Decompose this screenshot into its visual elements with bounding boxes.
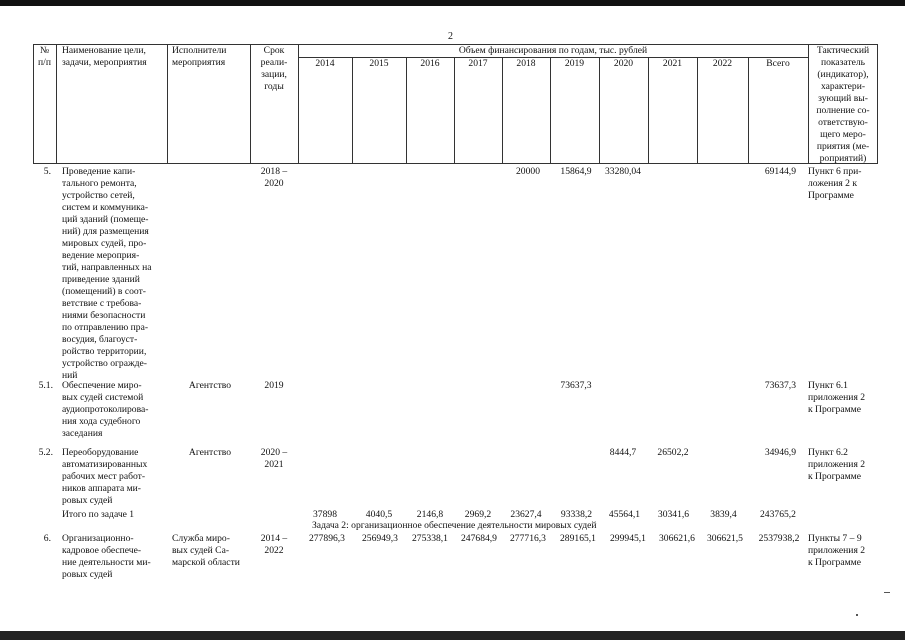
header-year: 2019: [564, 58, 585, 69]
header-num: № п/п: [38, 45, 51, 68]
row-executor: Служба миро- вых судей Са- марской области: [172, 533, 240, 568]
row-value: 247684,9: [461, 533, 497, 544]
scan-speck: [856, 614, 858, 616]
row-value: 275338,1: [412, 533, 448, 544]
row-total: 2537938,2: [758, 533, 800, 544]
row-value: 289165,1: [560, 533, 596, 544]
row-value: 306621,5: [707, 533, 743, 544]
header-executors: Исполнители мероприятия: [172, 45, 227, 68]
row-term: 2018 – 2020: [260, 166, 288, 189]
row-value: 306621,6: [659, 533, 695, 544]
row-name: Переоборудование автоматизированных рабочих мест работ- ников аппарата ми- ровых судей: [62, 447, 148, 506]
header-year: 2022: [712, 58, 733, 69]
row-indicator: Пункт 6 при- ложения 2 к Программе: [808, 166, 862, 201]
row-term: 2014 – 2022: [260, 533, 288, 556]
row-executor: Агентство: [188, 447, 232, 458]
row-num: 5.1.: [38, 380, 53, 391]
row-num: 6.: [43, 533, 51, 544]
row-executor: Агентство: [188, 380, 232, 391]
task-heading: Задача 2: организационное обеспечение деятельности мировых судей: [312, 520, 597, 531]
page-top-border: [0, 0, 905, 6]
subtotal-value: 30341,6: [657, 509, 690, 520]
row-indicator: Пункты 7 – 9 приложения 2 к Программе: [808, 533, 866, 568]
header-name: Наименование цели, задачи, мероприятия: [62, 45, 147, 68]
header-year: 2018: [516, 58, 536, 69]
row-value-2019: 73637,3: [560, 380, 592, 391]
row-total: 69144,9: [764, 166, 796, 177]
subtotal-value: 37898: [313, 509, 337, 520]
row-value: 277716,3: [510, 533, 546, 544]
row-value-2020: 8444,7: [609, 447, 637, 458]
subtotal-value: 4040,5: [365, 509, 393, 520]
subtotal-value: 2969,2: [464, 509, 492, 520]
subtotal-label: Итого по задаче 1: [62, 509, 135, 520]
row-name: Обеспечение миро- вых судей системой аудиопротоколирова- ния хода судебного заседания: [62, 380, 149, 439]
row-name: Проведение капи- тального ремонта, устройство сетей, систем и коммуника- ций зданий (помеще- ний) для размещения мировых судей, про- ведение мероприя- тий, направленных на приведение зданий (помещений) в соот- ветствие с требова- ниями безопасности по отправлению пра- восудия, благоуст- ройство территории, устройство огражде- ний: [62, 166, 152, 381]
header-indicator: Тактический показатель (индикатор), характери- зующий вы- полнение со- ответствую- щего меро- приятия (ме- роприятий): [816, 45, 870, 164]
page-bottom-border: [0, 631, 905, 640]
header-funding: Объем финансирования по годам, тыс. рублей: [458, 45, 648, 56]
row-value-2021: 26502,2: [657, 447, 689, 458]
row-term: 2019: [264, 380, 284, 391]
row-indicator: Пункт 6.1 приложения 2 к Программе: [808, 380, 866, 415]
row-value: 277896,3: [309, 533, 345, 544]
row-total: 34946,9: [764, 447, 796, 458]
row-total: 73637,3: [764, 380, 796, 391]
subtotal-value: 93338,2: [560, 509, 593, 520]
header-year: 2015: [369, 58, 389, 69]
row-name: Организационно- кадровое обеспече- ние деятельности ми- ровых судей: [62, 533, 151, 580]
row-value-2020: 33280,04: [605, 166, 641, 177]
header-year: 2020: [613, 58, 634, 69]
row-value: 299945,1: [610, 533, 646, 544]
subtotal-total: 243765,2: [760, 509, 796, 520]
row-num: 5.: [43, 166, 51, 177]
subtotal-value: 2146,8: [416, 509, 444, 520]
row-indicator: Пункт 6.2 приложения 2 к Программе: [808, 447, 866, 482]
subtotal-value: 45564,1: [608, 509, 641, 520]
header-year: 2014: [315, 58, 335, 69]
header-year: 2016: [420, 58, 440, 69]
header-term: Срок реали- зации, годы: [260, 45, 288, 92]
row-value-2018: 20000: [516, 166, 540, 177]
subtotal-value: 3839,4: [710, 509, 737, 520]
header-year: 2017: [468, 58, 488, 69]
header-total: Всего: [766, 58, 790, 69]
subtotal-value: 23627,4: [510, 509, 542, 520]
scan-speck: [884, 592, 890, 593]
row-value-2019: 15864,9: [560, 166, 592, 177]
row-value: 256949,3: [362, 533, 398, 544]
row-num: 5.2.: [38, 447, 53, 458]
row-term: 2020 – 2021: [260, 447, 288, 470]
page-number: 2: [448, 31, 453, 42]
header-year: 2021: [662, 58, 683, 69]
